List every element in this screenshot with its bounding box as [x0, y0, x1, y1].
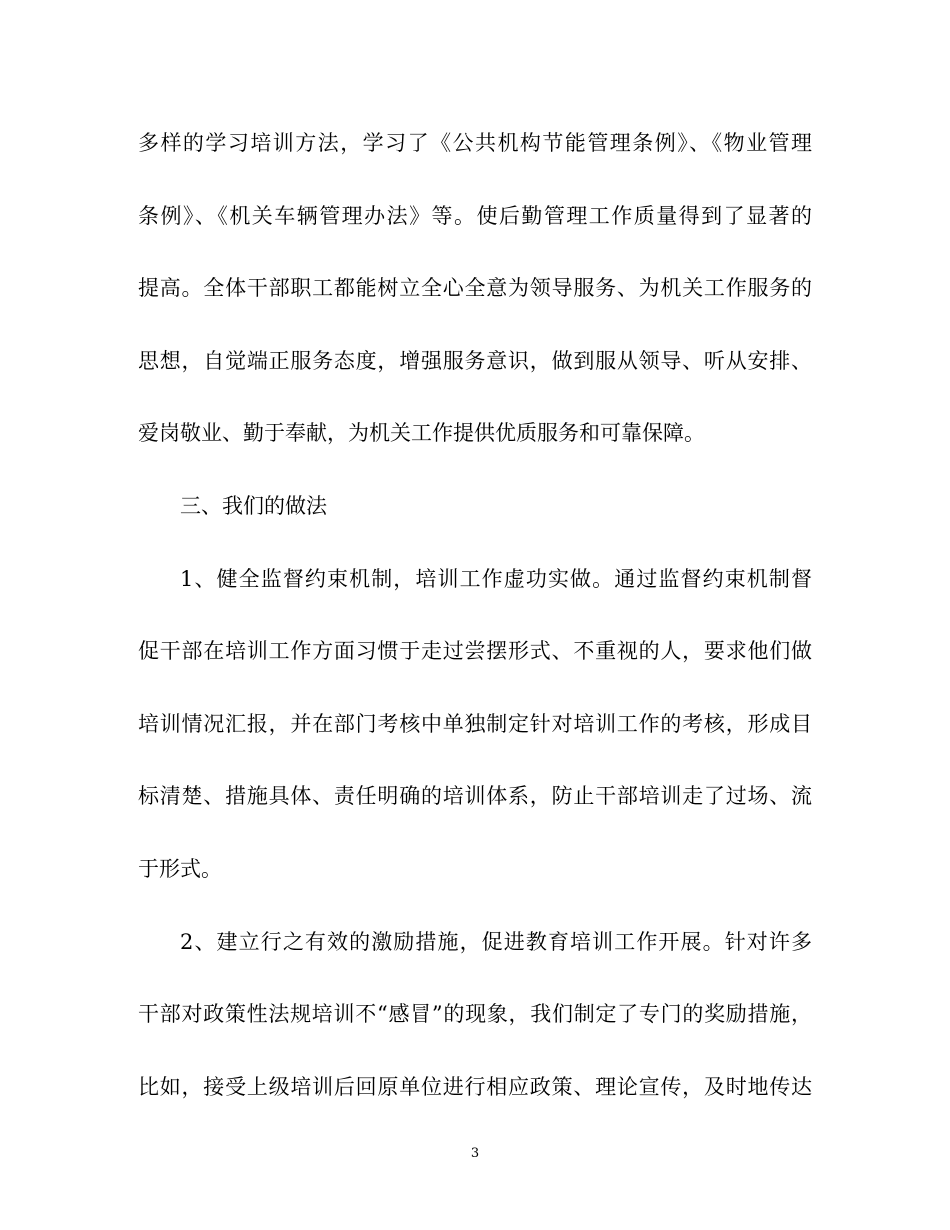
- paragraph-line-12: 2、建立行之有效的激励措施，促进教育培训工作开展。针对许多: [180, 929, 812, 954]
- paragraph-line-9: 培训情况汇报，并在部门考核中单独制定针对培训工作的考核，形成目: [138, 711, 812, 736]
- paragraph-line-7: 1、健全监督约束机制，培训工作虚功实做。通过监督约束机制督: [180, 566, 812, 591]
- paragraph-line-4: 思想，自觉端正服务态度，增强服务意识，做到服从领导、听从安排、: [138, 348, 812, 373]
- paragraph-line-8: 促干部在培训工作方面习惯于走过尝摆形式、不重视的人，要求他们做: [138, 639, 812, 664]
- paragraph-line-5: 爱岗敬业、勤于奉献，为机关工作提供优质服务和可靠保障。: [138, 421, 705, 446]
- paragraph-line-1: 多样的学习培训方法，学习了《公共机构节能管理条例》、《物业管理: [138, 131, 812, 155]
- document-body: [138, 122, 812, 1138]
- page-number: 3: [470, 1146, 480, 1161]
- section-heading: 三、我们的做法: [180, 493, 327, 518]
- paragraph-line-14: 比如，接受上级培训后回原单位进行相应政策、理论宣传，及时地传达: [138, 1074, 812, 1099]
- paragraph-line-10: 标清楚、措施具体、责任明确的培训体系，防止干部培训走了过场、流: [138, 784, 812, 809]
- paragraph-line-13: 干部对政策性法规培训不“感冒”的现象，我们制定了专门的奖励措施，: [138, 1002, 812, 1027]
- paragraph-line-3: 提高。全体干部职工都能树立全心全意为领导服务、为机关工作服务的: [138, 276, 812, 301]
- paragraph-line-11: 于形式。: [138, 856, 222, 881]
- paragraph-line-2: 条例》、《机关车辆管理办法》等。使后勤管理工作质量得到了显著的: [138, 203, 812, 228]
